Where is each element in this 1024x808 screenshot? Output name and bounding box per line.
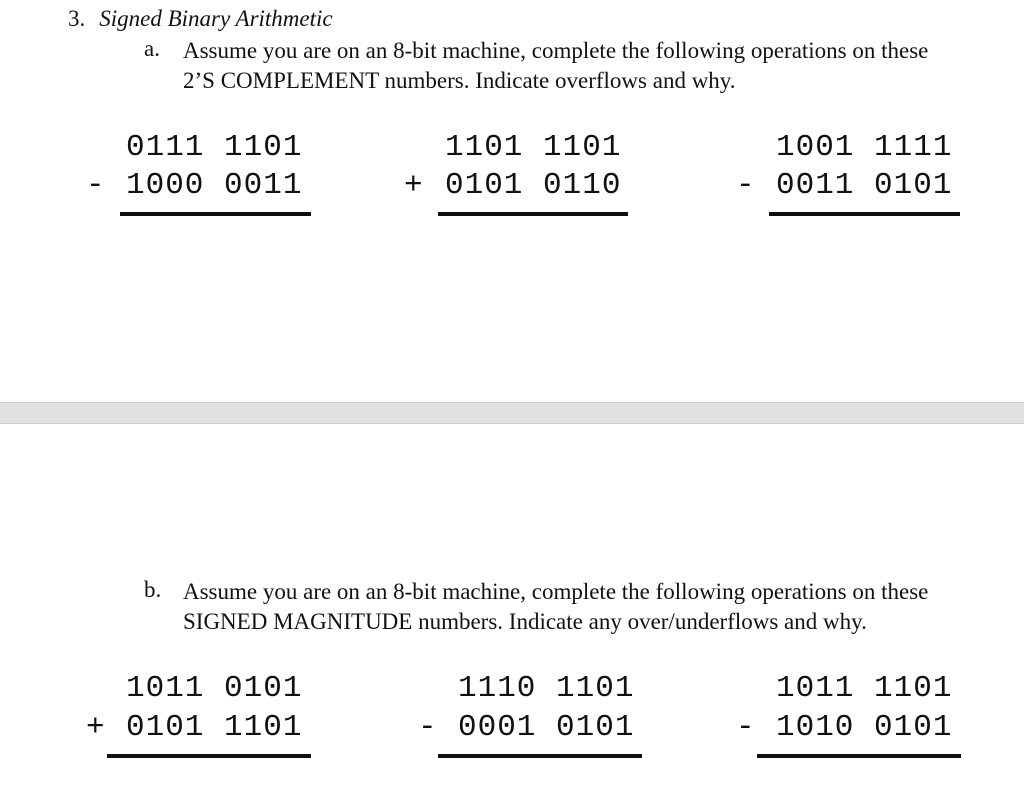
part-b-instructions: Assume you are on an 8-bit machine, complete the following operations on these SIGNED MAGNITUDE numbers. Indicate any over/underflows and why. <box>183 579 929 634</box>
page-divider <box>0 402 1024 424</box>
part-b-problem-2-answer-line <box>438 754 642 758</box>
part-a-problem-1-operator: - <box>86 168 105 203</box>
part-b-problem-3-operator: - <box>736 710 755 745</box>
part-b-problem-2-top: 1110 1101 <box>458 671 635 706</box>
part-b-problem-2-bottom: 0001 0101 <box>458 710 635 745</box>
page-top <box>0 0 1024 402</box>
question-heading: Signed Binary Arithmetic <box>99 6 333 31</box>
part-a-problem-3-top: 1001 1111 <box>776 130 953 165</box>
part-a-problem-2-top: 1101 1101 <box>445 130 622 165</box>
question-title <box>68 6 333 32</box>
part-a-problem-1-top: 0111 1101 <box>126 130 303 165</box>
part-b-problem-1-answer-line <box>107 754 311 758</box>
part-a-problem-3-operator: - <box>736 168 755 203</box>
question-number: 3. <box>68 6 86 31</box>
part-b-problem-3-bottom: 1010 0101 <box>776 710 953 745</box>
part-b-problem-1-top: 1011 0101 <box>126 671 303 706</box>
part-a-problem-1-answer-line <box>120 212 311 216</box>
part-a-problem-3-bottom: 0011 0101 <box>776 168 953 203</box>
part-a-problem-3-answer-line <box>769 212 960 216</box>
page-bottom <box>0 424 1024 808</box>
part-a-problem-2-operator: + <box>404 168 423 203</box>
part-a-problem-2-bottom: 0101 0110 <box>445 168 622 203</box>
part-b-problem-1-operator: + <box>86 710 105 745</box>
part-a-problem-2-answer-line <box>438 212 628 216</box>
part-b-problem-2-operator: - <box>418 710 437 745</box>
part-b-problem-3-top: 1011 1101 <box>776 671 953 706</box>
part-a-instructions: Assume you are on an 8-bit machine, complete the following operations on these 2’S COMPLEMENT numbers. Indicate overflows and why. <box>183 38 929 93</box>
part-b-problem-1-bottom: 0101 1101 <box>126 710 303 745</box>
part-a-letter: a. <box>144 36 160 61</box>
part-a-problem-1-bottom: 1000 0011 <box>126 168 303 203</box>
part-b-problem-3-answer-line <box>757 754 961 758</box>
part-b-letter: b. <box>144 577 162 602</box>
